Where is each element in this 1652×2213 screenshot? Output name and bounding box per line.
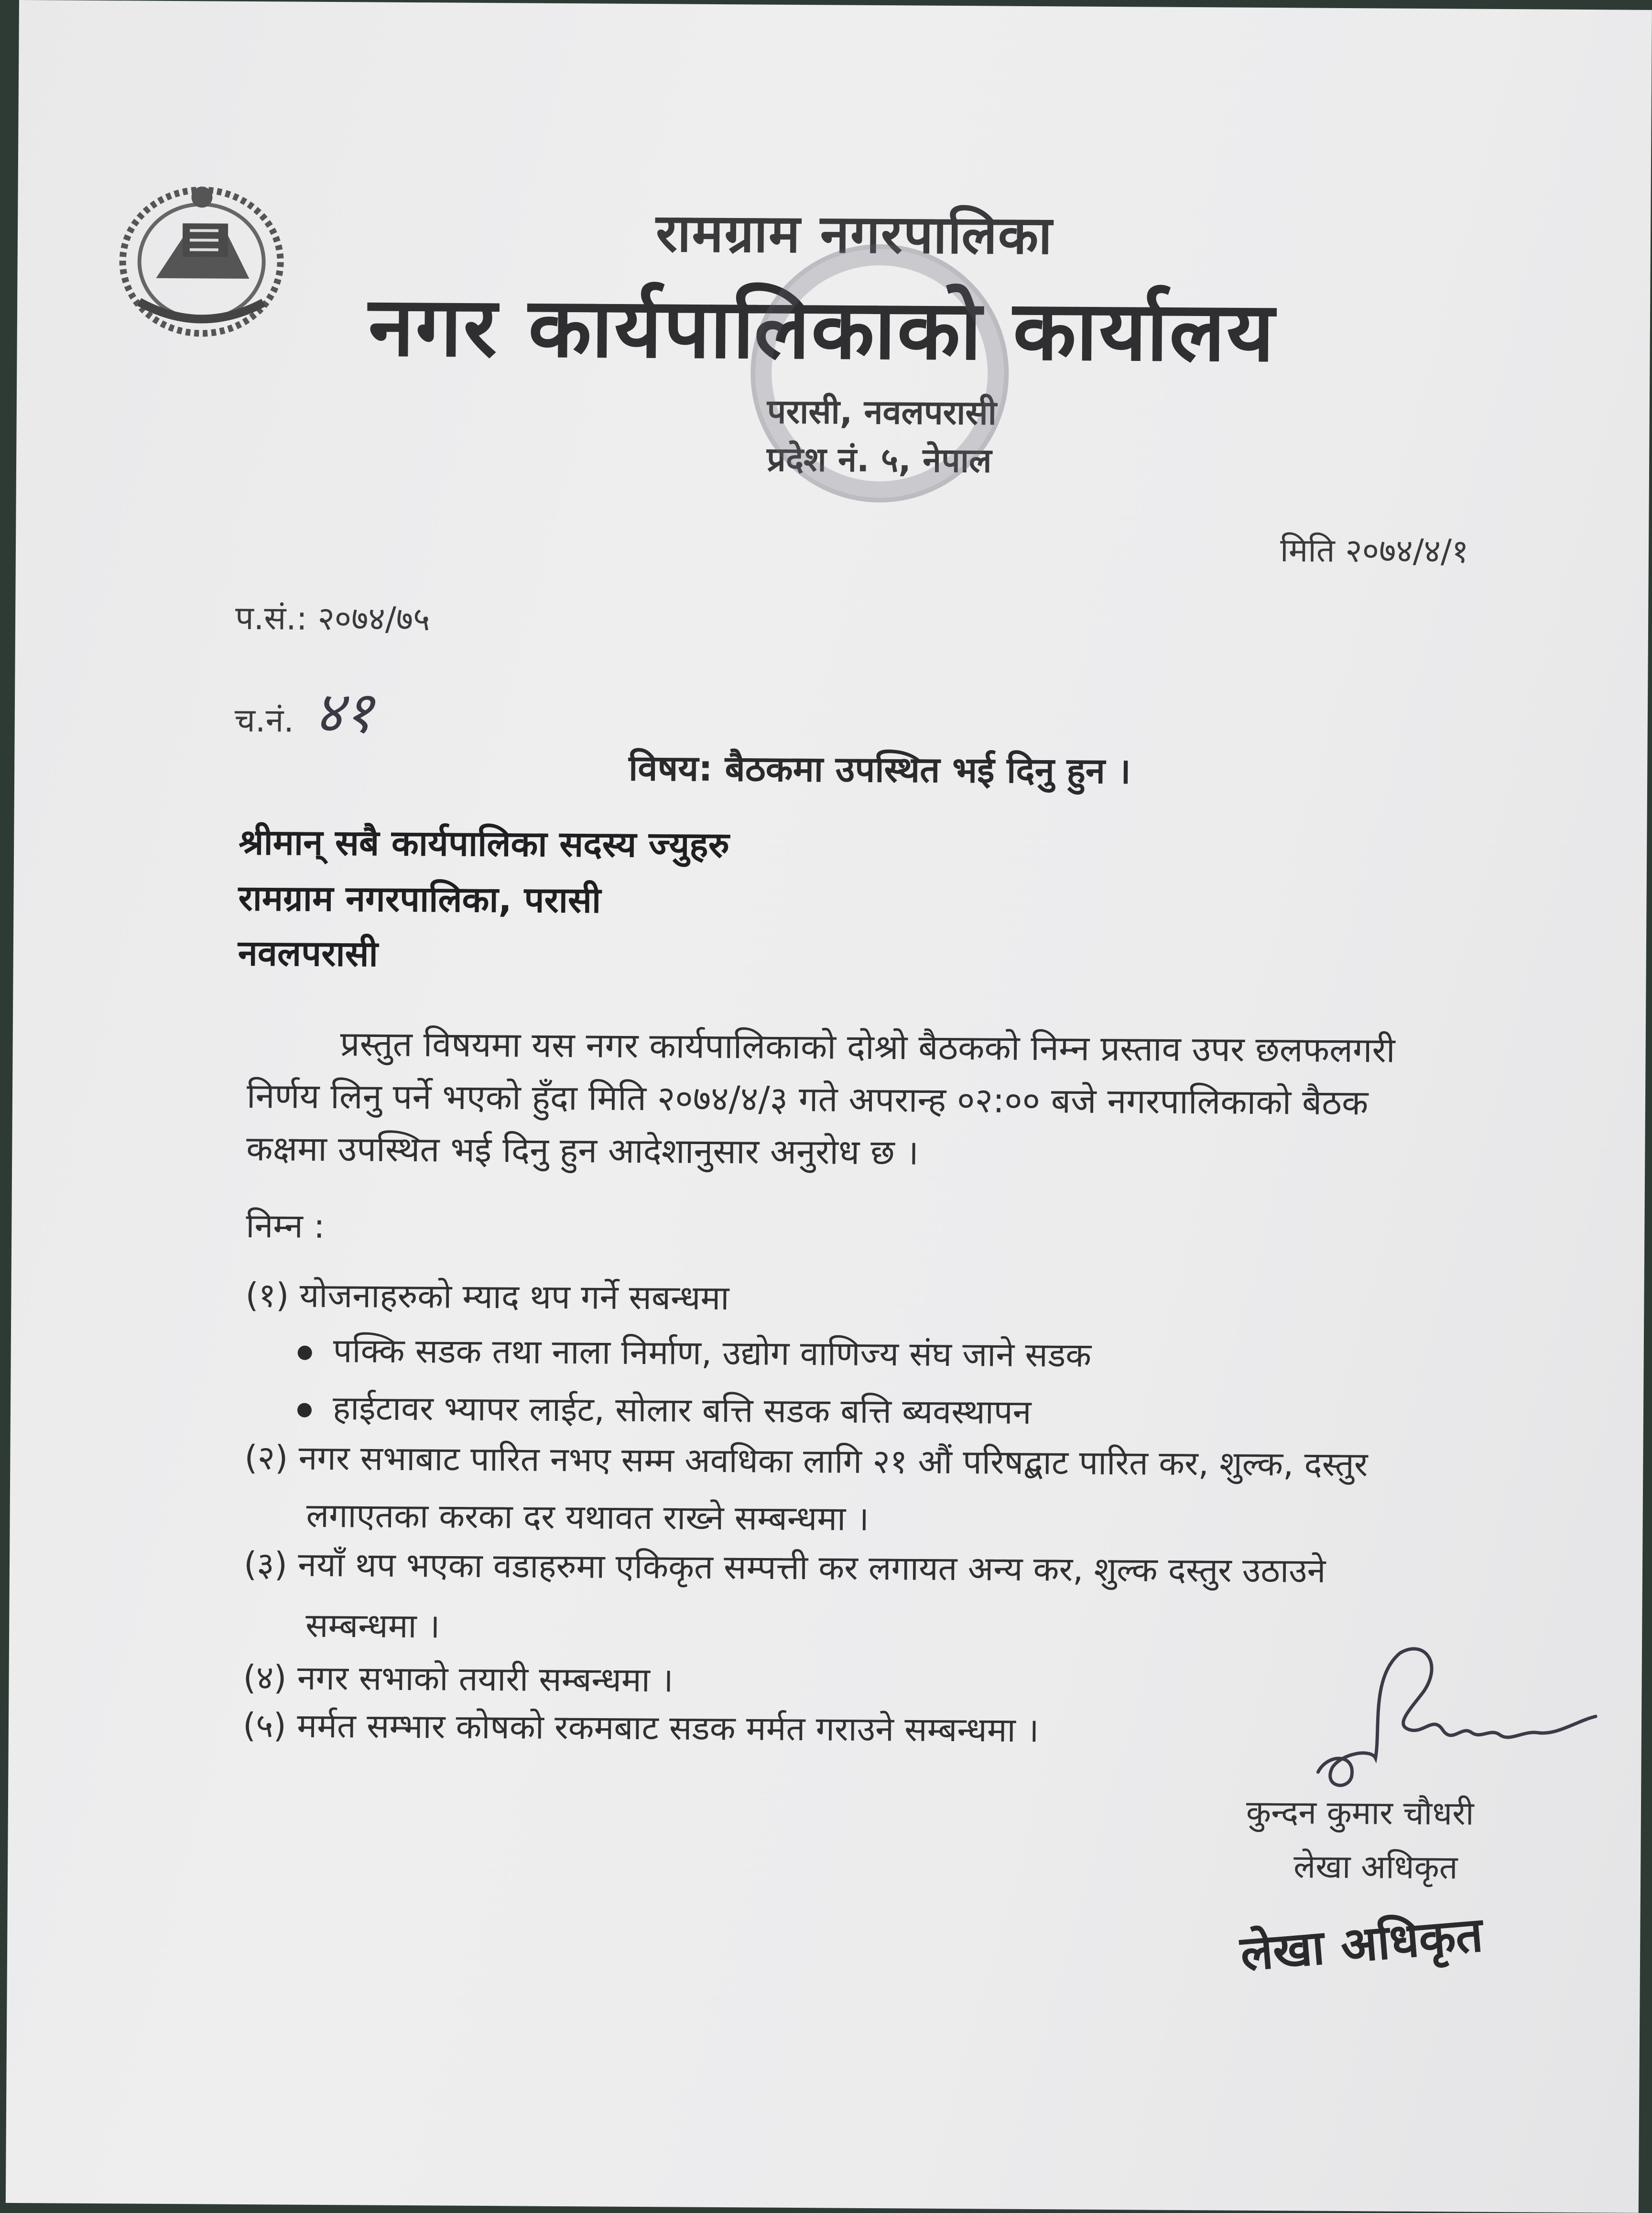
office-seal-stamp	[750, 243, 1010, 503]
letter-date: मिति २०७४/४/१	[1280, 532, 1469, 571]
bullet-icon	[297, 1403, 312, 1417]
agenda-heading: निम्न :	[246, 1206, 325, 1246]
agenda-item-2-line-1: (२) नगर सभाबाट पारित नभए सम्म अवधिका लागि २१ औं परिषद्बाट पारित कर, शुल्क, दस्तुर	[244, 1438, 1368, 1484]
agenda-item-3-line-2: सम्बन्धमा ।	[305, 1605, 440, 1646]
agenda-bullet-2	[297, 1384, 1032, 1434]
letter-page	[6, 0, 1652, 2213]
recipient-line-1: श्रीमान् सबै कार्यपालिका सदस्य ज्युहरु	[238, 821, 730, 866]
agenda-item-5: (५) मर्मत सम्भार कोषको रकमबाट सडक मर्मत गराउने सम्बन्धमा ।	[242, 1705, 1039, 1750]
dispatch-number	[234, 671, 374, 750]
bullet-icon	[298, 1346, 312, 1360]
address-line-2: प्रदेश नं. ५, नेपाल	[766, 439, 992, 480]
agenda-item-3-line-1: (३) नयाँ थप भएका वडाहरुमा एकिकृत सम्पत्ती कर लगायत अन्य कर, शुल्क दस्तुर उठाउने	[243, 1544, 1326, 1591]
agenda-bullet-1	[297, 1326, 1091, 1377]
recipient-line-2: रामग्राम नगरपालिका, परासी	[238, 877, 601, 921]
agenda-bullet-1-text: पक्कि सडक तथा नाला निर्माण, उद्योग वाणिज्य संघ जाने सडक	[333, 1331, 1092, 1375]
recipient-line-3: नवलपरासी	[238, 932, 379, 975]
municipality-name: रामग्राम नगरपालिका	[655, 202, 1054, 266]
address-line-1: परासी, नवलपरासी	[767, 392, 997, 433]
agenda-item-1: (१) योजनाहरुको म्याद थप गर्ने सबन्धमा	[245, 1275, 729, 1318]
designation-stamp: लेखा अधिकृत	[1238, 1906, 1485, 1982]
body-line-3: कक्षमा उपस्थित भई दिनु हुन आदेशानुसार अनुरोध छ ।	[246, 1128, 919, 1173]
nepal-emblem-icon	[110, 177, 293, 341]
agenda-item-4: (४) नगर सभाको तयारी सम्बन्धमा ।	[243, 1657, 674, 1700]
signatory-name: कुन्दन कुमार चौधरी	[1246, 1793, 1474, 1833]
signatory-title: लेखा अधिकृत	[1293, 1848, 1458, 1887]
body-line-1: प्रस्तुत विषयमा यस नगर कार्यपालिकाको दोश्रो बैठकको निम्न प्रस्ताव उपर छलफलगरी	[340, 1024, 1395, 1070]
office-name: नगर कार्यपालिकाको कार्यालय	[368, 277, 1276, 381]
letter-subject: विषय: बैठकमा उपस्थित भई दिनु हुन ।	[628, 747, 1131, 792]
agenda-bullet-2-text: हाईटावर भ्यापर लाईट, सोलार बत्ति सडक बत्ति ब्यवस्थापन	[332, 1388, 1032, 1432]
handwritten-signature	[1299, 1633, 1606, 1798]
reference-number: प.सं.: २०७४/७५	[235, 599, 430, 639]
agenda-item-2-line-2: लगाएतका करका दर यथावत राख्ने सम्बन्धमा ।	[306, 1495, 869, 1538]
dispatch-number-value: ४१	[314, 679, 374, 746]
dispatch-number-label: च.नं.	[234, 701, 294, 740]
body-line-2: निर्णय लिनु पर्ने भएको हुँदा मिति २०७४/४/३ गते अपरान्ह ०२:०० बजे नगरपालिकाको बैठक	[246, 1075, 1369, 1123]
